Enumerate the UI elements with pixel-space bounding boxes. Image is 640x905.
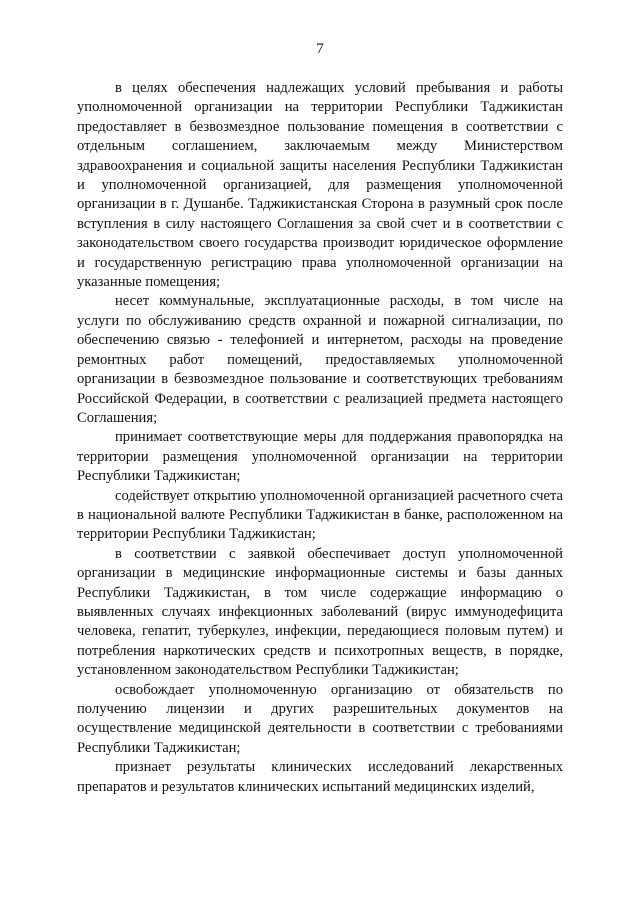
paragraph-clinical-results: признает результаты клинических исследований лекарственных препаратов и результатов клинических испытаний медицинских изделий,	[77, 759, 563, 795]
paragraph-information-access: в соответствии с заявкой обеспечивает доступ уполномоченной организации в медицинские информационные системы и базы данных Республики Таджикистан, в том числе содержащие информацию о выявленных случаях инфекционных заболеваний (вирус иммунодефицита человека, гепатит, туберкулез, инфекции, передающиеся половым путем) и потребления наркотических средств и психотропных веществ, в порядке, установленном законодательством Республики Таджикистан;	[77, 545, 563, 679]
page-number: 7	[316, 41, 324, 57]
paragraph-utility-expenses: несет коммунальные, эксплуатационные расходы, в том числе на услуги по обслуживанию средств охранной и пожарной сигнализации, по обеспечению связью - телефонией и интернетом, расходы на проведение ремонтных работ помещений, предоставляемых уполномоченной организации в безвозмездное пользование и соответствующих требованиям Российской Федерации, в соответствии с реализацией предмета настоящего Соглашения;	[77, 293, 563, 426]
paragraph-law-and-order: принимает соответствующие меры для поддержания правопорядка на территории размещения уполномоченной организации на территории Республики Таджикистан;	[77, 429, 563, 485]
paragraph-bank-account: содействует открытию уполномоченной организацией расчетного счета в национальной валюте Республики Таджикистан в банке, расположенном на территории Республики Таджикистан;	[77, 487, 563, 543]
paragraph-license-exemption: освобождает уполномоченную организацию от обязательств по получению лицензии и других разрешительных документов на осуществление медицинской деятельности в соответствии с требованиями Республики Таджикистан;	[77, 681, 563, 756]
paragraph-premises: в целях обеспечения надлежащих условий пребывания и работы уполномоченной организации на территории Республики Таджикистан предоставляет в безвозмездное пользование помещения в соответствии с отдельным соглашением, заключаемым между Министерством здравоохранения и социальной защиты населения Республики Таджикистан и уполномоченной организацией, для размещения уполномоченной организации в г. Душанбе. Таджикистанская Сторона в разумный срок после вступления в силу настоящего Соглашения за свой счет и в соответствии с законодательством своего государства производит юридическое оформление и государственную регистрацию права уполномоченной организации на указанные помещения;	[77, 80, 563, 291]
document-body	[77, 79, 563, 797]
